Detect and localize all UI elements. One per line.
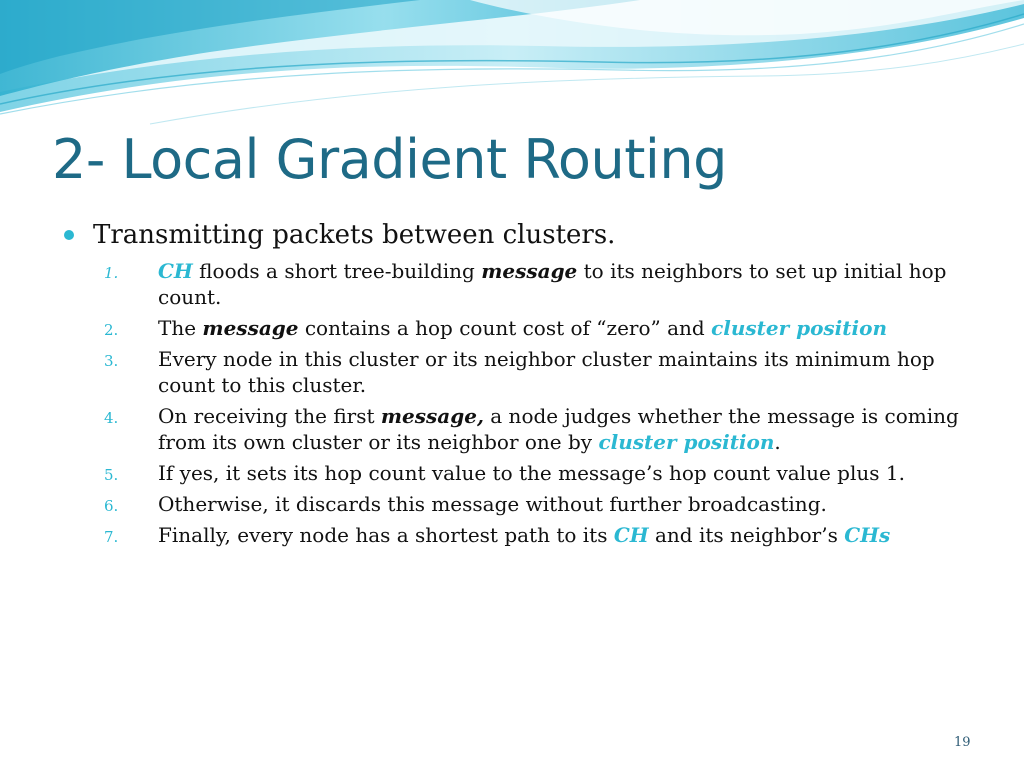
step-text: Every node in this cluster or its neighbor cluster maintains its minimum hop count to this cluster. bbox=[158, 347, 935, 397]
step-text: On receiving the first bbox=[158, 404, 381, 428]
step-text: The bbox=[158, 316, 203, 340]
list-item bbox=[62, 522, 966, 548]
page-number: 19 bbox=[954, 735, 971, 750]
step-text: Finally, every node has a shortest path to its bbox=[158, 523, 614, 547]
step-text: If yes, it sets its hop count value to the message’s hop count value plus 1. bbox=[158, 461, 905, 485]
main-bullet bbox=[62, 218, 972, 252]
list-item bbox=[62, 403, 966, 455]
list-item bbox=[62, 460, 966, 486]
keyword-message: message bbox=[481, 259, 578, 283]
step-text: to its neighbors to set up initial hop count. bbox=[158, 259, 947, 309]
list-number: 4. bbox=[104, 409, 119, 427]
list-number: 5. bbox=[104, 466, 119, 484]
keyword-message: message, bbox=[380, 404, 484, 428]
list-item bbox=[62, 258, 966, 310]
main-bullet-text: Transmitting packets between clusters. bbox=[93, 220, 616, 250]
step-text: contains a hop count cost of “zero” and bbox=[298, 316, 712, 340]
list-item bbox=[62, 346, 966, 398]
keyword-cluster-position: cluster position bbox=[598, 430, 775, 454]
list-number: 1. bbox=[104, 264, 119, 282]
keyword-chs: CHs bbox=[844, 523, 891, 547]
bullet-dot-icon bbox=[64, 230, 74, 240]
step-text: and its neighbor’s bbox=[648, 523, 845, 547]
list-number: 3. bbox=[104, 352, 119, 370]
step-text: floods a short tree-building bbox=[192, 259, 482, 283]
keyword-ch: CH bbox=[613, 523, 649, 547]
step-text: . bbox=[774, 430, 781, 454]
list-item bbox=[62, 491, 966, 517]
decorative-wave-banner bbox=[0, 0, 1024, 130]
list-number: 2. bbox=[104, 321, 119, 339]
step-text: Otherwise, it discards this message without further broadcasting. bbox=[158, 492, 827, 516]
list-item bbox=[62, 315, 966, 341]
keyword-cluster-position: cluster position bbox=[711, 316, 887, 340]
list-number: 7. bbox=[104, 528, 119, 546]
keyword-ch: CH bbox=[158, 259, 193, 283]
numbered-steps bbox=[62, 258, 972, 548]
slide-title: 2- Local Gradient Routing bbox=[52, 128, 727, 191]
list-number: 6. bbox=[104, 497, 119, 515]
step-text: a node judges whether the message is coming from its own cluster or its neighbor one by bbox=[158, 404, 959, 454]
keyword-message: message bbox=[202, 316, 299, 340]
slide-content bbox=[62, 218, 972, 553]
